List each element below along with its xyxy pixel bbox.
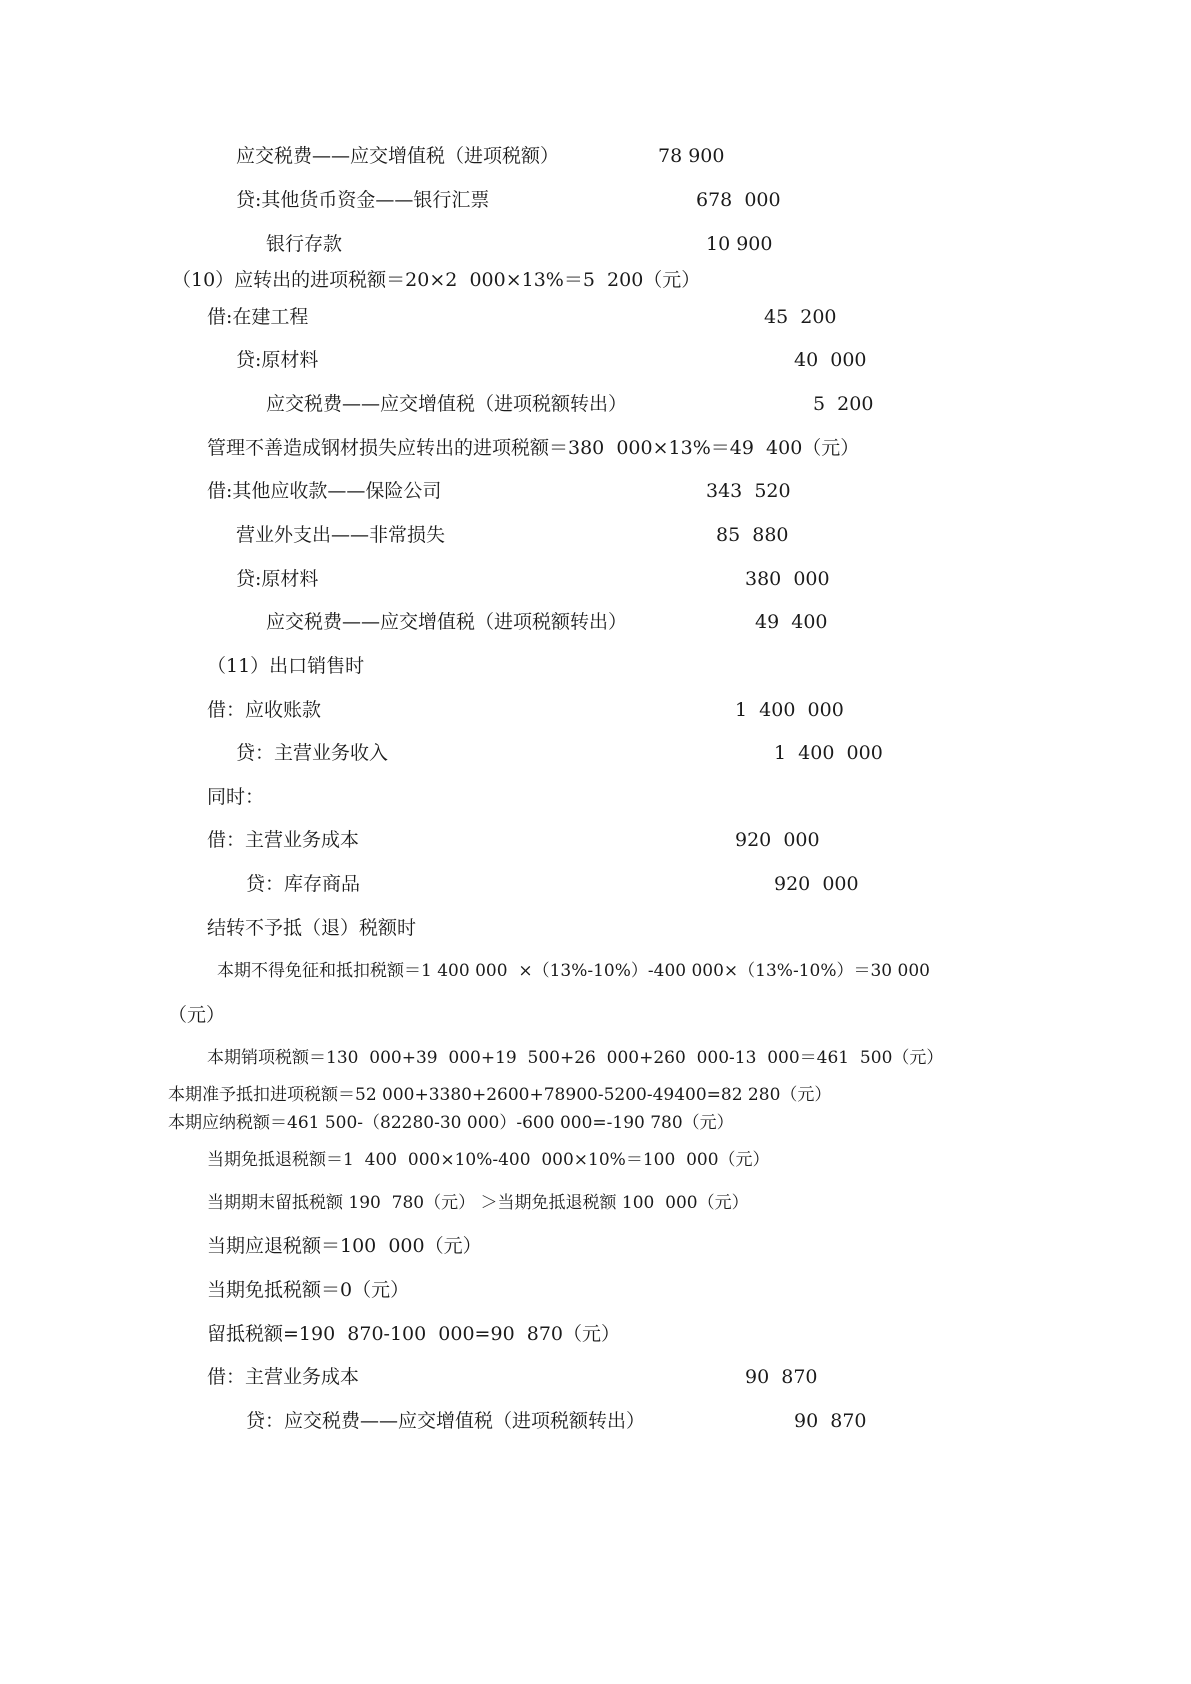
journal-line-text: 贷：库存商品 — [246, 873, 361, 895]
journal-line-text: 本期不得免征和抵扣税额＝1 400 000 ×（13%-10%）-400 000×（13%-10%）＝30 000 — [217, 961, 930, 981]
journal-line-text: 应交税费——应交增值税（进项税额） — [236, 145, 560, 167]
journal-line-text: 留抵税额=190 870-100 000=90 870（元） — [207, 1323, 620, 1345]
journal-line-text: 当期应退税额＝100 000（元） — [207, 1235, 482, 1257]
journal-line-text: 贷:原材料 — [236, 349, 319, 371]
journal-line-amount: 45 200 — [764, 306, 837, 328]
journal-line-amount: 49 400 — [755, 611, 828, 633]
journal-line-text: 借：应收账款 — [207, 699, 322, 721]
journal-line-text: 贷:原材料 — [236, 568, 319, 590]
journal-line-text: 应交税费——应交增值税（进项税额转出） — [266, 611, 628, 633]
journal-line-amount: 678 000 — [696, 189, 781, 211]
journal-line-amount: 78 900 — [658, 145, 725, 167]
journal-line-text: 同时： — [207, 786, 265, 808]
journal-line-amount: 40 000 — [794, 349, 867, 371]
journal-line-amount: 343 520 — [706, 480, 791, 502]
journal-line-text: 管理不善造成钢材损失应转出的进项税额＝380 000×13%＝49 400（元） — [207, 437, 860, 459]
journal-line-text: （10）应转出的进项税额＝20×2 000×13%＝5 200（元） — [172, 269, 701, 291]
journal-line-text: 贷：应交税费——应交增值税（进项税额转出） — [246, 1410, 646, 1432]
journal-line-amount: 5 200 — [813, 393, 874, 415]
journal-line-amount: 90 870 — [745, 1366, 818, 1388]
journal-line-amount: 10 900 — [706, 233, 773, 255]
journal-line-text: 贷:其他货币资金——银行汇票 — [236, 189, 490, 211]
journal-line-text: （11）出口销售时 — [207, 655, 365, 677]
journal-line-text: 本期应纳税额＝461 500-（82280-30 000）-600 000=-190 780（元） — [168, 1113, 734, 1133]
journal-line-text: 当期免抵税额＝0（元） — [207, 1279, 410, 1301]
journal-line-amount: 1 400 000 — [735, 699, 844, 721]
journal-line-text: 营业外支出——非常损失 — [236, 524, 446, 546]
journal-line-text: 当期期末留抵税额 190 780（元） ＞当期免抵退税额 100 000（元） — [207, 1193, 749, 1213]
journal-line-amount: 380 000 — [745, 568, 830, 590]
journal-line-text: 结转不予抵（退）税额时 — [207, 917, 417, 939]
journal-line-text: 当期免抵退税额＝1 400 000×10%-400 000×10%＝100 000（元） — [207, 1150, 770, 1170]
journal-line-text: 借:在建工程 — [207, 306, 309, 328]
journal-line-text: 本期销项税额＝130 000+39 000+19 500+26 000+260 000-13 000＝461 500（元） — [207, 1048, 944, 1068]
journal-line-text: 借：主营业务成本 — [207, 829, 360, 851]
journal-line-text: 本期准予抵扣进项税额＝52 000+3380+2600+78900-5200-49400=82 280（元） — [168, 1085, 832, 1105]
journal-line-amount: 90 870 — [794, 1410, 867, 1432]
journal-line-amount: 920 000 — [735, 829, 820, 851]
journal-line-text: 应交税费——应交增值税（进项税额转出） — [266, 393, 628, 415]
journal-line-amount: 1 400 000 — [774, 742, 883, 764]
journal-line-amount: 85 880 — [716, 524, 789, 546]
journal-line-text: 银行存款 — [266, 233, 343, 255]
journal-line-text: 借:其他应收款——保险公司 — [207, 480, 442, 502]
journal-line-text: 借：主营业务成本 — [207, 1366, 360, 1388]
journal-line-text: （元） — [168, 1004, 226, 1026]
journal-line-text: 贷：主营业务收入 — [236, 742, 389, 764]
journal-line-amount: 920 000 — [774, 873, 859, 895]
